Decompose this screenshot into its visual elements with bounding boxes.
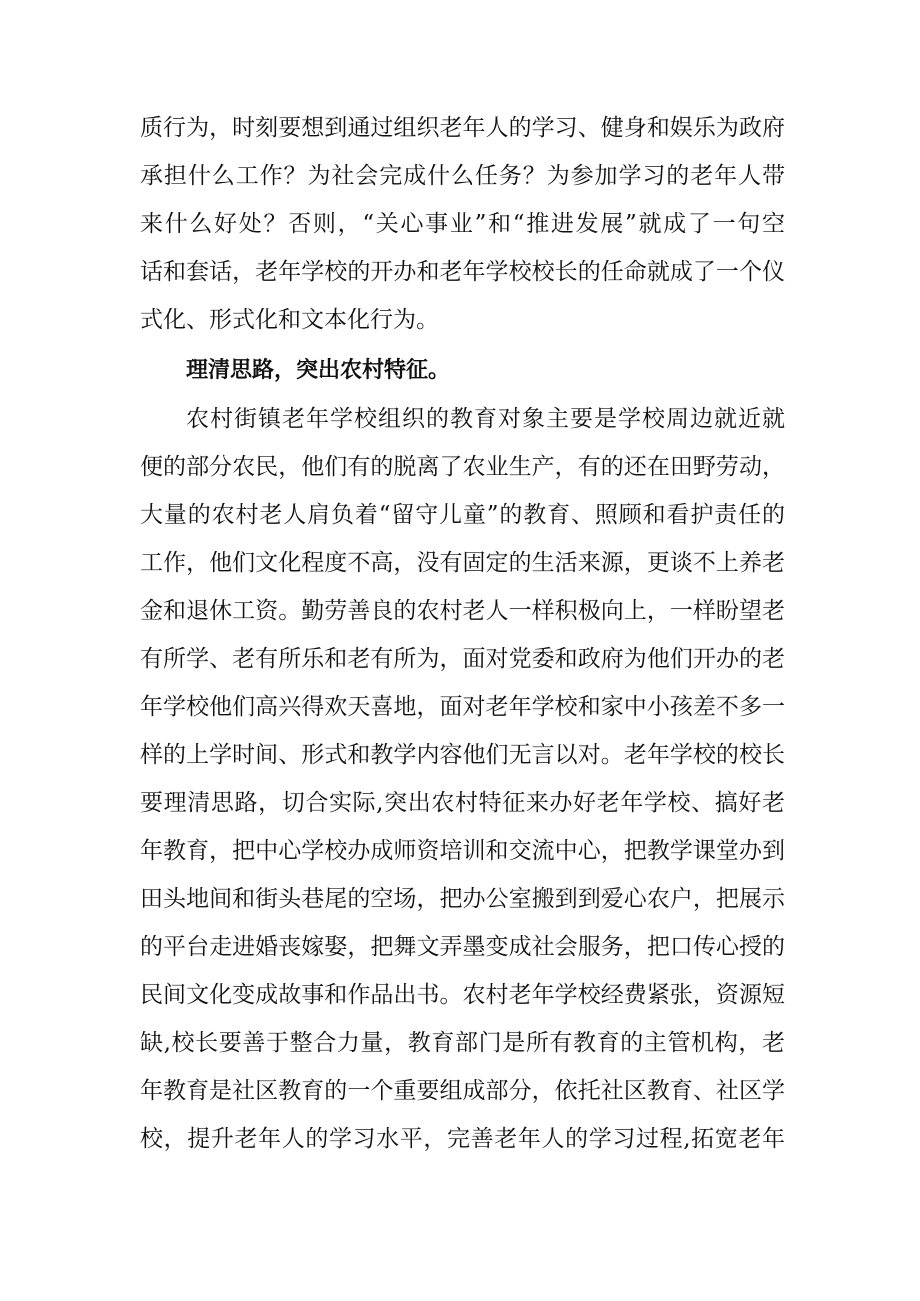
paragraph-2-line: 年教育，把中心学校办成师资培训和交流中心，把教学课堂办到 — [140, 838, 785, 864]
paragraph-2-line: 金和退休工资。勤劳善良的农村老人一样积极向上，一样盼望老 — [140, 598, 785, 624]
paragraph-2-line: 田头地间和街头巷尾的空场，把办公室搬到到爱心农户，把展示 — [140, 886, 785, 912]
paragraph-2-line: 校，提升老年人的学习水平，完善老年人的学习过程,拓宽老年 — [140, 1126, 785, 1152]
paragraph-2-line: 农村街镇老年学校组织的教育对象主要是学校周边就近就 — [186, 406, 785, 432]
paragraph-1-line: 承担什么工作？为社会完成什么任务？为参加学习的老年人带 — [140, 163, 785, 189]
paragraph-2-line: 缺,校长要善于整合力量，教育部门是所有教育的主管机构，老 — [140, 1030, 785, 1056]
paragraph-2-line: 的平台走进婚丧嫁娶，把舞文弄墨变成社会服务，把口传心授的 — [140, 934, 785, 960]
paragraph-1-line: 质行为，时刻要想到通过组织老年人的学习、健身和娱乐为政府 — [140, 115, 785, 141]
paragraph-2-line: 工作，他们文化程度不高，没有固定的生活来源，更谈不上养老 — [140, 550, 785, 576]
paragraph-2-line: 民间文化变成故事和作品出书。农村老年学校经费紧张，资源短 — [140, 982, 785, 1008]
paragraph-1-line: 话和套话，老年学校的开办和老年学校校长的任命就成了一个仪 — [140, 259, 785, 285]
paragraph-2-line: 要理清思路，切合实际,突出农村特征来办好老年学校、搞好老 — [140, 790, 785, 816]
paragraph-2-line: 有所学、老有所乐和老有所为，面对党委和政府为他们开办的老 — [140, 646, 785, 672]
paragraph-1-line: 来什么好处？否则，“关心事业”和“推进发展”就成了一句空 — [140, 211, 785, 237]
section-heading: 理清思路，突出农村特征。 — [186, 358, 451, 383]
paragraph-2-line: 年教育是社区教育的一个重要组成部分，依托社区教育、社区学 — [140, 1078, 785, 1104]
paragraph-2-line: 大量的农村老人肩负着“留守儿童”的教育、照顾和看护责任的 — [140, 502, 785, 528]
paragraph-2-line: 年学校他们高兴得欢天喜地，面对老年学校和家中小孩差不多一 — [140, 694, 785, 720]
paragraph-2-line: 样的上学时间、形式和教学内容他们无言以对。老年学校的校长 — [140, 742, 785, 768]
paragraph-2-line: 便的部分农民，他们有的脱离了农业生产，有的还在田野劳动， — [140, 454, 785, 480]
paragraph-1-line: 式化、形式化和文本化行为。 — [140, 307, 439, 333]
